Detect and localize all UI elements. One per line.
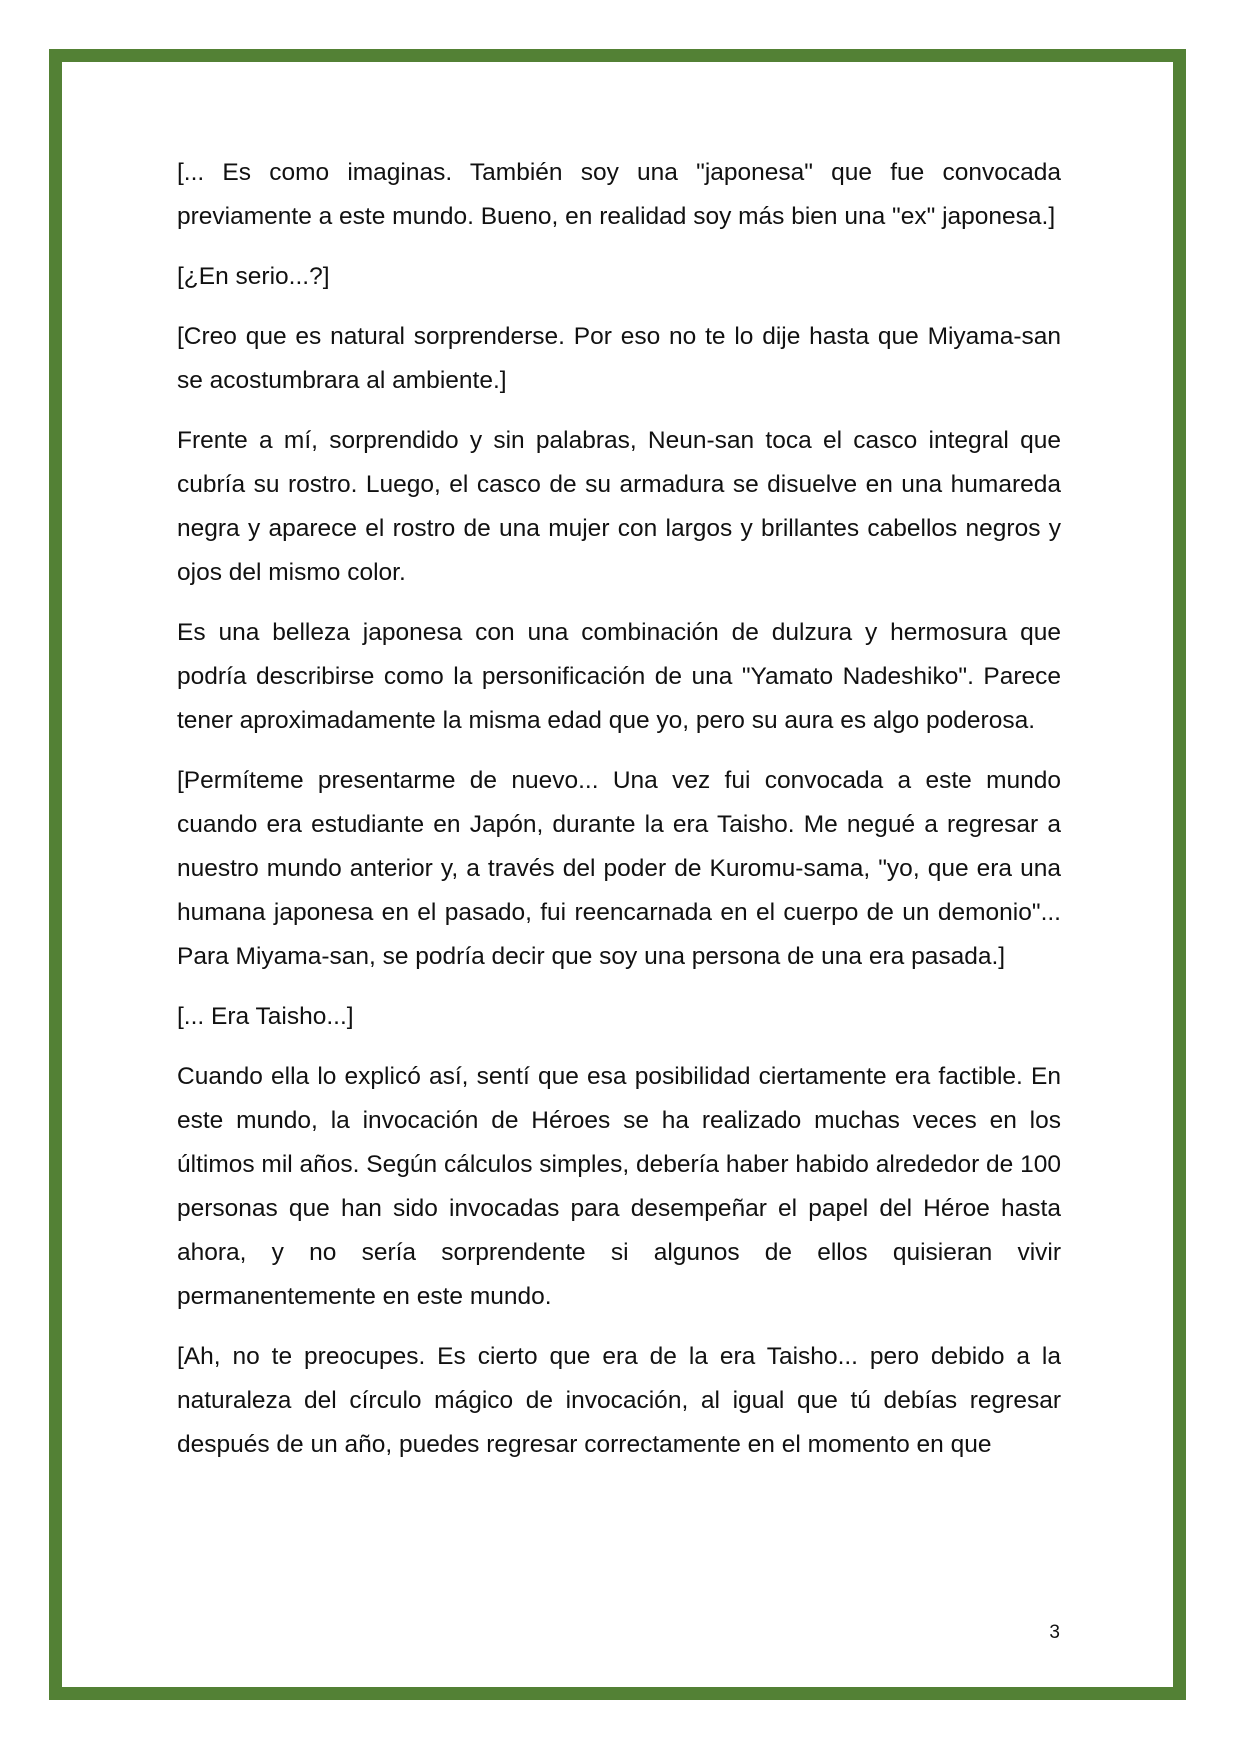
paragraph-6: [Permíteme presentarme de nuevo... Una vez fui convocada a este mundo cuando era estudiante en Japón, durante la era Taisho. Me negué a regresar a nuestro mundo anterior y, a través del poder de Kuromu-sama, "yo, que era una humana japonesa en el pasado, fui reencarnada en el cuerpo de un demonio"... Para Miyama-san, se podría decir que soy una persona de una era pasada.] bbox=[177, 767, 1061, 970]
paragraph-4: Frente a mí, sorprendido y sin palabras, Neun-san toca el casco integral que cubría su rostro. Luego, el casco de su armadura se disuelve en una humareda negra y aparece el rostro de una mujer con largos y brillantes cabellos negros y ojos del mismo color. bbox=[177, 427, 1061, 586]
paragraph-1: [... Es como imaginas. También soy una "japonesa" que fue convocada previamente a este mundo. Bueno, en realidad soy más bien una "ex" japonesa.] bbox=[177, 159, 1061, 230]
text-body bbox=[177, 151, 1061, 1483]
paragraph-3: [Creo que es natural sorprenderse. Por eso no te lo dije hasta que Miyama-san se acostumbrara al ambiente.] bbox=[177, 323, 1061, 394]
paragraph-8: Cuando ella lo explicó así, sentí que esa posibilidad ciertamente era factible. En este mundo, la invocación de Héroes se ha realizado muchas veces en los últimos mil años. Según cálculos simples, debería haber habido alrededor de 100 personas que han sido invocadas para desempeñar el papel del Héroe hasta ahora, y no sería sorprendente si algunos de ellos quisieran vivir permanentemente en este mundo. bbox=[177, 1063, 1061, 1310]
paragraph-9: [Ah, no te preocupes. Es cierto que era de la era Taisho... pero debido a la naturaleza del círculo mágico de invocación, al igual que tú debías regresar después de un año, puedes regresar correctamente en el momento en que bbox=[177, 1343, 1061, 1458]
paragraph-7: [... Era Taisho...] bbox=[177, 1003, 354, 1030]
paragraph-5: Es una belleza japonesa con una combinación de dulzura y hermosura que podría describirse como la personificación de una "Yamato Nadeshiko". Parece tener aproximadamente la misma edad que yo, pero su aura es algo poderosa. bbox=[177, 619, 1061, 734]
page-number: 3 bbox=[1049, 1622, 1060, 1643]
paragraph-2: [¿En serio...?] bbox=[177, 263, 330, 290]
